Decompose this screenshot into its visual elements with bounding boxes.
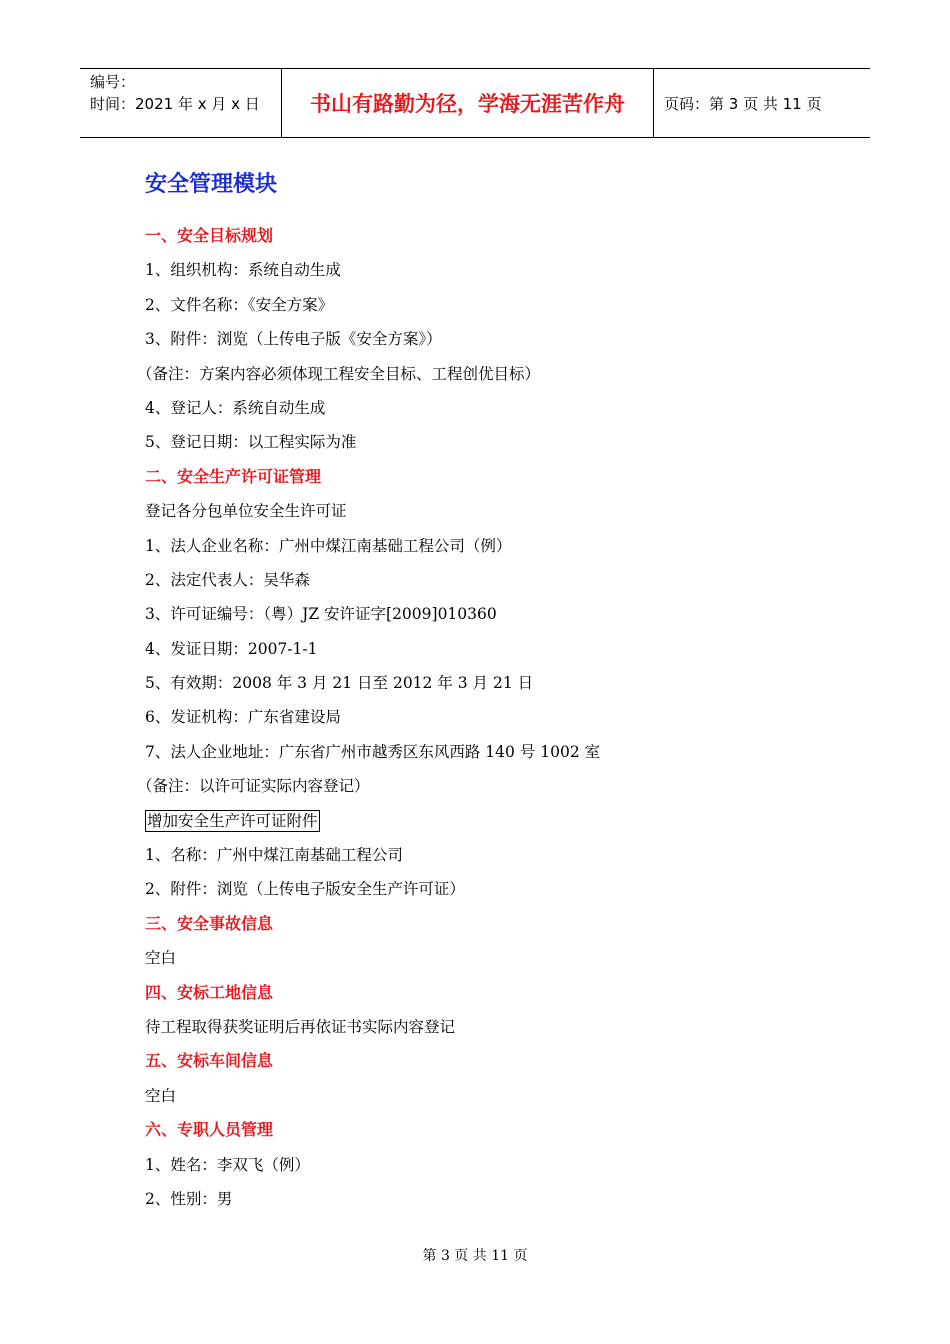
text-line: 1、组织机构：系统自动生成 [145,261,341,280]
section-heading: 四、安标工地信息 [145,982,274,1002]
text-line: 3、许可证编号：（粤）JZ 安许证字[2009]010360 [145,605,497,624]
header-meta [80,69,282,137]
text-line: 5、有效期：2008 年 3 月 21 日至 2012 年 3 月 21 日 [145,674,534,693]
time-label: 时间：2021 年 x 月 x 日 [90,95,260,113]
document-body [137,170,845,1216]
text-line: 空白 [145,1086,177,1105]
text-line: 1、名称：广州中煤江南基础工程公司 [145,846,403,865]
section-heading: 三、安全事故信息 [145,913,274,933]
note-line: （备注：方案内容必须体现工程安全目标、工程创优目标） [137,364,541,383]
text-line: 1、姓名：李双飞（例） [145,1155,310,1174]
section-heading: 六、专职人员管理 [145,1120,274,1140]
attachment-box-line [145,804,845,838]
header-page-info: 页码：第 3 页 共 11 页 [664,94,822,113]
text-line: 待工程取得获奖证明后再依证书实际内容登记 [145,1017,456,1036]
text-line: 登记各分包单位安全生许可证 [145,502,347,521]
section-heading: 一、安全目标规划 [145,226,274,245]
section-heading: 二、安全生产许可证管理 [145,466,322,486]
text-line: 5、登记日期：以工程实际为准 [145,433,357,452]
text-line: 空白 [145,949,177,968]
add-attachment-label: 增加安全生产许可证附件 [147,811,318,830]
text-line: 1、法人企业名称：广州中煤江南基础工程公司（例） [145,536,512,555]
document-lines [137,219,845,1216]
text-line: 2、文件名称：《安全方案》 [145,295,334,314]
text-line: 6、发证机构：广东省建设局 [145,708,341,727]
page-header [80,68,870,138]
text-line: 2、法定代表人：吴华森 [145,570,310,589]
text-line: 2、附件：浏览（上传电子版安全生产许可证） [145,880,465,899]
text-line: 4、发证日期：2007-1-1 [145,639,318,658]
page-footer: 第 3 页 共 11 页 [422,1248,528,1264]
text-line: 4、登记人：系统自动生成 [145,398,326,417]
number-label: 编号： [90,73,136,91]
page-title: 安全管理模块 [145,172,278,197]
note-line: （备注：以许可证实际内容登记） [137,777,370,796]
section-heading: 五、安标车间信息 [145,1051,274,1071]
text-line: 7、法人企业地址：广东省广州市越秀区东风西路 140 号 1002 室 [145,742,601,761]
text-line: 2、性别：男 [145,1189,233,1208]
text-line: 3、附件：浏览（上传电子版《安全方案》） [145,330,442,349]
header-motto: 书山有路勤为径，学海无涯苦作舟 [282,69,654,137]
